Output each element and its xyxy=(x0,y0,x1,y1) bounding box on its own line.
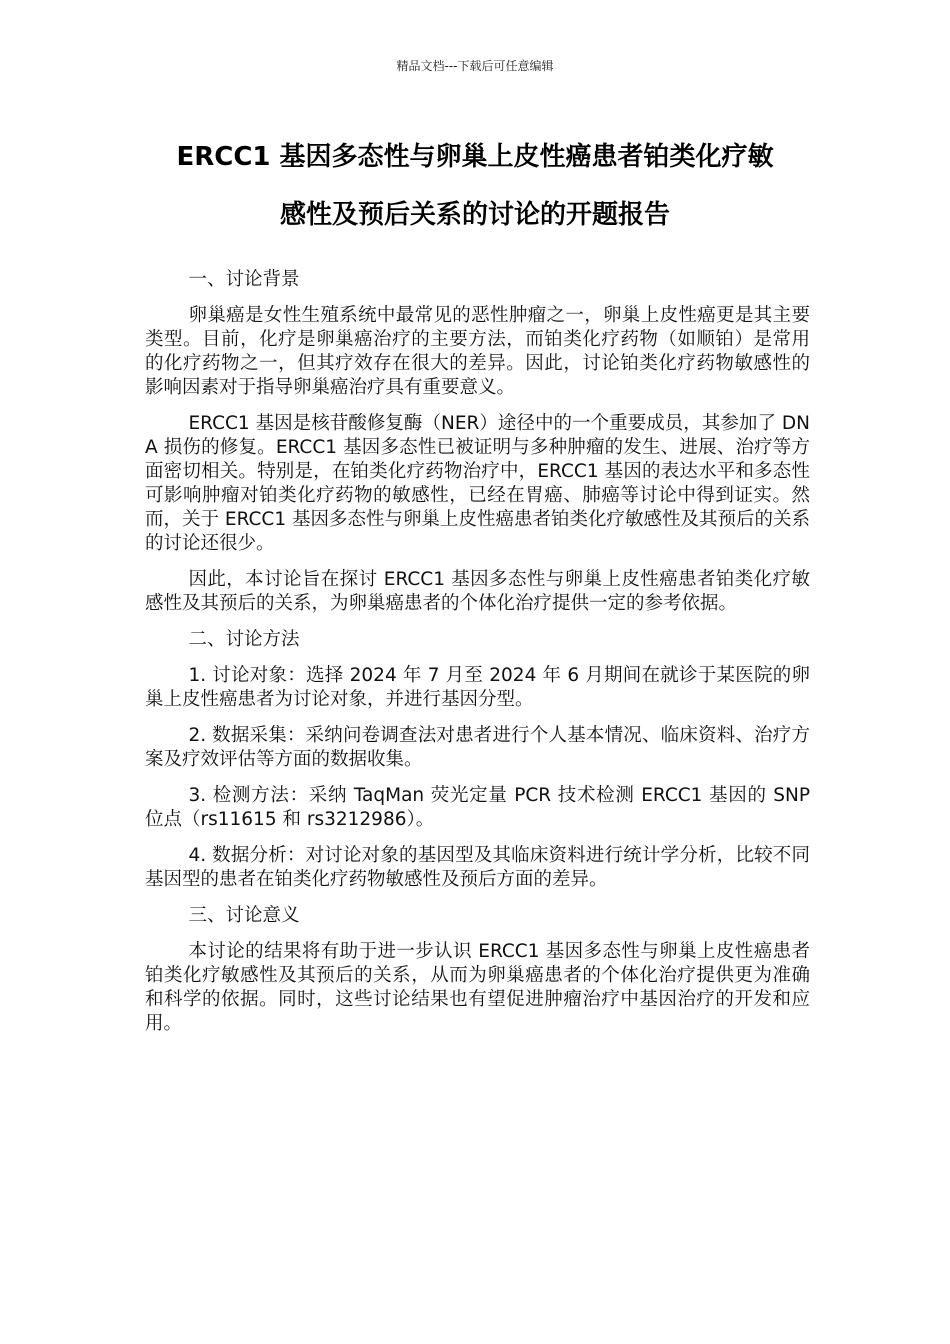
document-body xyxy=(145,268,810,1048)
methods-item-2: 2. 数据采集：采纳问卷调查法对患者进行个人基本情况、临床资料、治疗方案及疗效评估等方面的数据收集。 xyxy=(145,725,810,770)
background-paragraph-2: ERCC1 基因是核苷酸修复酶（NER）途径中的一个重要成员，其参加了 DNA 损伤的修复。ERCC1 基因多态性已被证明与多种肿瘤的发生、进展、治疗等方面密切相关。特别是，在铂类化疗药物治疗中，ERCC1 基因的表达水平和多态性可影响肿瘤对铂类化疗药物的敏感性，已经在胃癌、肺癌等讨论中得到证实。然而，关于 ERCC1 基因多态性与卵巢上皮性癌患者铂类化疗敏感性及其预后的关系的讨论还很少。 xyxy=(145,413,810,554)
document-title xyxy=(140,128,810,244)
methods-item-1: 1. 讨论对象：选择 2024 年 7 月至 2024 年 6 月期间在就诊于某医院的卵巢上皮性癌患者为讨论对象，并进行基因分型。 xyxy=(145,665,810,710)
background-paragraph-1: 卵巢癌是女性生殖系统中最常见的恶性肿瘤之一，卵巢上皮性癌更是其主要类型。目前，化疗是卵巢癌治疗的主要方法，而铂类化疗药物（如顺铂）是常用的化疗药物之一，但其疗效存在很大的差异。因此，讨论铂类化疗药物敏感性的影响因素对于指导卵巢癌治疗具有重要意义。 xyxy=(145,305,810,398)
methods-item-3: 3. 检测方法：采纳 TaqMan 荧光定量 PCR 技术检测 ERCC1 基因的 SNP 位点（rs11615 和 rs3212986）。 xyxy=(145,785,810,830)
methods-item-4: 4. 数据分析：对讨论对象的基因型及其临床资料进行统计学分析，比较不同基因型的患者在铂类化疗药物敏感性及预后方面的差异。 xyxy=(145,845,810,890)
section-heading-background: 一、讨论背景 xyxy=(188,269,300,290)
running-header: 精品文档---下载后可任意编辑 xyxy=(396,59,554,73)
section-heading-significance: 三、讨论意义 xyxy=(188,905,300,926)
section-heading-methods: 二、讨论方法 xyxy=(188,629,300,650)
title-line-1: ERCC1 基因多态性与卵巢上皮性癌患者铂类化疗敏 xyxy=(176,142,774,172)
title-line-2: 感性及预后关系的讨论的开题报告 xyxy=(279,200,670,230)
background-paragraph-3: 因此，本讨论旨在探讨 ERCC1 基因多态性与卵巢上皮性癌患者铂类化疗敏感性及其预后的关系，为卵巢癌患者的个体化治疗提供一定的参考依据。 xyxy=(145,569,810,614)
significance-paragraph-1: 本讨论的结果将有助于进一步认识 ERCC1 基因多态性与卵巢上皮性癌患者铂类化疗敏感性及其预后的关系，从而为卵巢癌患者的个体化治疗提供更为准确和科学的依据。同时，这些讨论结果也有望促进肿瘤治疗中基因治疗的开发和应用。 xyxy=(145,941,810,1034)
